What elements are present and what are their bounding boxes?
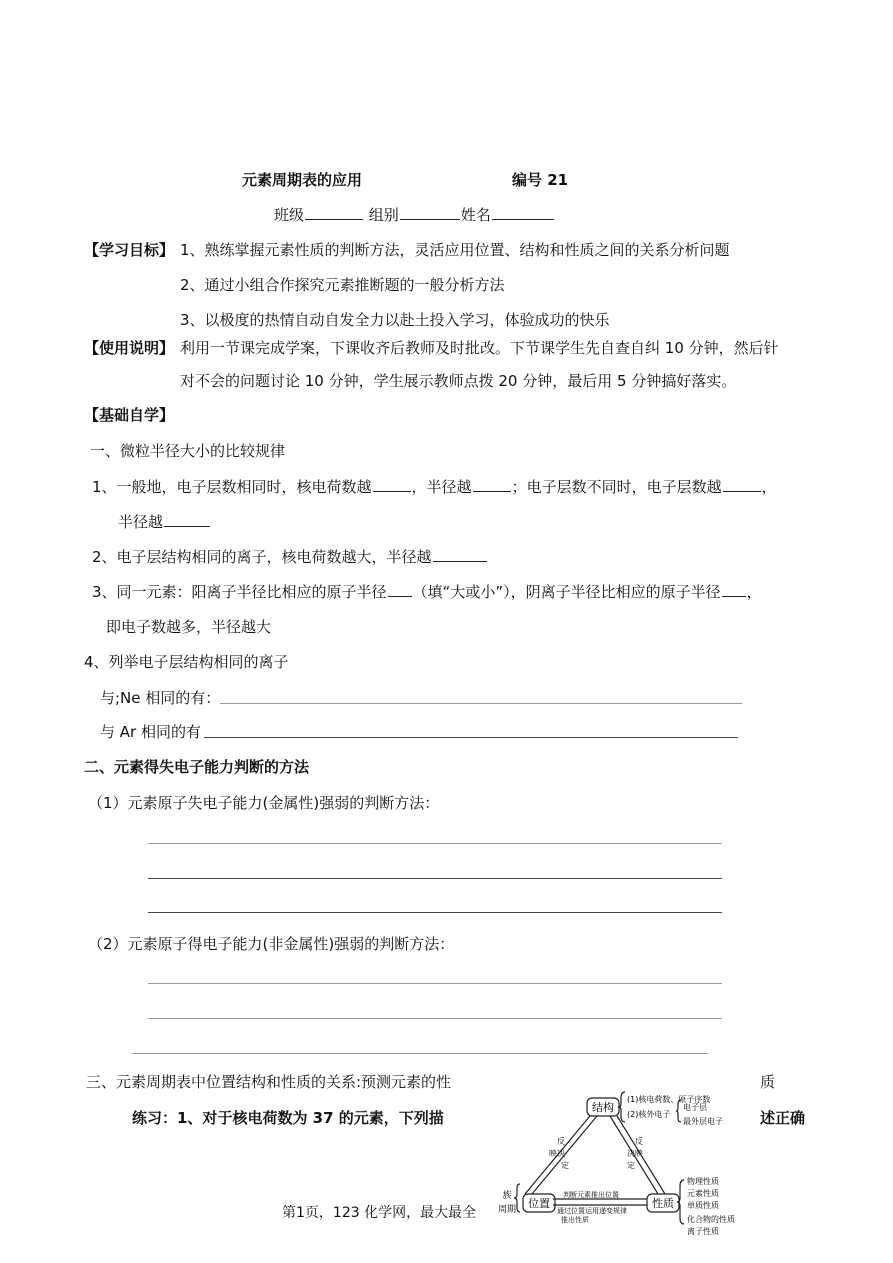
answer-line[interactable] [148, 878, 722, 879]
q3-text: （填“大或小”），阴离子半径比相应的原子半径 [412, 583, 721, 601]
section-three-title: 三、元素周期表中位置结构和性质的关系:预测元素的性 [86, 1073, 452, 1091]
usage-line: 对不会的问题讨论 10 分钟，学生展示教师点拨 20 分钟，最后用 5 分钟搞好落实。 [180, 372, 737, 390]
exercise-1-end: 述正确 [760, 1109, 806, 1127]
property-item: 化合物的性质 [687, 1215, 735, 1224]
answer-blank[interactable] [723, 477, 761, 492]
goal-item: 1、熟练掌握元素性质的判断方法，灵活应用位置、结构和性质之间的关系分析问题 [180, 241, 730, 259]
group-blank[interactable] [400, 205, 460, 220]
structure-position-property-diagram [495, 1086, 770, 1241]
property-label: 性质 [652, 1197, 674, 1210]
property-item: 元素性质 [687, 1189, 719, 1198]
diagram-text: 反 [635, 1137, 643, 1146]
group-label: 组别 [368, 206, 399, 224]
answer-line[interactable] [148, 983, 722, 984]
answer-line[interactable] [132, 1053, 708, 1054]
q1-text: 半径越 [118, 513, 164, 531]
goal-item: 3、以极度的热情自动自发全力以赴土投入学习，体验成功的快乐 [180, 311, 610, 329]
exercise-1: 练习：1、对于核电荷数为 37 的元素，下列描 [132, 1109, 444, 1127]
question-2 [92, 546, 488, 567]
answer-blank[interactable] [473, 477, 511, 492]
name-blank[interactable] [492, 205, 554, 220]
ar-answer-line[interactable] [204, 737, 738, 738]
q1-text: ， [761, 478, 777, 496]
question-3-cont: 即电子数越多，半径越大 [106, 618, 272, 636]
answer-blank[interactable] [433, 547, 487, 562]
page-footer: 第1页，123 化学网，最大最全 [282, 1205, 477, 1221]
goals-tag: 【学习目标】 [84, 241, 175, 259]
property-item: 物理性质 [687, 1177, 719, 1186]
position-label: 位置 [528, 1197, 550, 1210]
class-blank[interactable] [305, 205, 363, 220]
student-info-line [274, 204, 555, 225]
property-item: 离子性质 [687, 1227, 719, 1236]
basic-tag: 【基础自学】 [84, 406, 175, 424]
q1-text: ，半径越 [411, 478, 472, 496]
diagram-text: 通过位置运用递变规律 [557, 1207, 627, 1215]
structure-subitem: 最外层电子 [683, 1117, 723, 1126]
answer-blank[interactable] [388, 582, 412, 597]
diagram-text: 决 [557, 1149, 565, 1158]
diagram-text: 判断元素推出位置 [563, 1191, 619, 1199]
q3-text: 3、同一元素：阳离子半径比相应的原子半径 [92, 583, 387, 601]
diagram-text: 决 [627, 1149, 635, 1158]
answer-blank[interactable] [164, 512, 210, 527]
diagram-text: 反 [557, 1137, 565, 1146]
answer-blank[interactable] [722, 582, 746, 597]
structure-label: 结构 [592, 1101, 614, 1114]
question-4: 4、列举电子层结构相同的离子 [84, 653, 289, 671]
section-three-title-end: 质 [760, 1073, 776, 1091]
answer-line[interactable] [148, 1018, 722, 1019]
diagram-text: 定 [627, 1161, 635, 1170]
s2-part2: （2）元素原子得电子能力(非金属性)强弱的判断方法： [88, 935, 455, 953]
question-1 [92, 476, 777, 497]
diagram-text: 推出性质 [561, 1216, 589, 1224]
class-label: 班级 [274, 206, 305, 224]
question-3 [92, 581, 762, 602]
diagram-text: 映 [635, 1149, 643, 1158]
usage-line: 利用一节课完成学案，下课收齐后教师及时批改。下节课学生先自查自纠 10 分钟，然后针 [180, 339, 779, 357]
q4-ne-label: 与;Ne 相同的有： [100, 689, 221, 707]
answer-line[interactable] [148, 912, 722, 913]
structure-item: (2)核外电子 [627, 1110, 671, 1119]
doc-title: 元素周期表的应用 [242, 171, 363, 189]
diagram-text: 周期 [497, 1205, 517, 1215]
property-item: 单质性质 [687, 1201, 719, 1210]
section-one-title: 一、微粒半径大小的比较规律 [90, 442, 286, 460]
answer-line[interactable] [148, 843, 722, 844]
q2-text: 2、电子层结构相同的离子，核电荷数越大，半径越 [92, 548, 432, 566]
q4-ar-label: 与 Ar 相同的有 [100, 723, 201, 741]
section-two-title: 二、元素得失电子能力判断的方法 [84, 758, 310, 776]
answer-blank[interactable] [373, 477, 411, 492]
ne-answer-line[interactable] [220, 703, 742, 704]
usage-tag: 【使用说明】 [84, 339, 175, 357]
diagram-text: 定 [561, 1161, 569, 1170]
diagram-text: 族 [502, 1191, 512, 1201]
q1-text: ；电子层数不同时，电子层数越 [511, 478, 722, 496]
structure-subitem: 电子层 [683, 1103, 707, 1112]
question-1-cont [118, 511, 211, 532]
q3-text: ， [746, 583, 762, 601]
doc-number: 编号 21 [512, 171, 569, 189]
q1-text: 1、一般地，电子层数相同时，核电荷数越 [92, 478, 372, 496]
s2-part1: （1）元素原子失电子能力(金属性)强弱的判断方法： [88, 794, 440, 812]
structure-item: (1)核电荷数、原子序数 [627, 1095, 711, 1104]
goal-item: 2、通过小组合作探究元素推断题的一般分析方法 [180, 276, 505, 294]
name-label: 姓名 [460, 206, 491, 224]
diagram-text: 映 [549, 1149, 557, 1158]
